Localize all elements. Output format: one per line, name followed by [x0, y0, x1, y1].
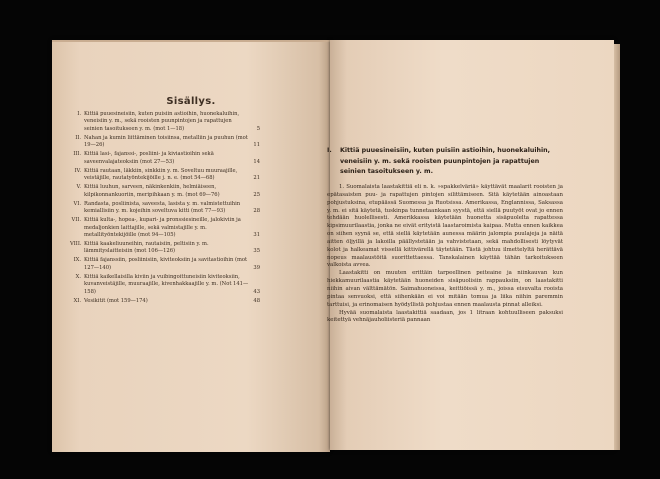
- toc-entry-number: III.: [73, 151, 81, 158]
- toc-entry: [70, 184, 260, 199]
- toc-entry-number: IV.: [74, 167, 81, 174]
- chapter-paragraph: Hyvää suomalaista laastakittiä saadaan, jos 1 litraan kohtuulliseen paksuksi keitettyä vehnäjauholiisteriä pannaan: [327, 309, 563, 324]
- toc-entry-text: Kittiä lasi-, fajanssi-, posliini- ja kiviastioihin sekä saveenvalajateoksiin (mot 27—53): [84, 151, 214, 165]
- toc-title: Sisällys.: [166, 96, 216, 107]
- toc-entry-number: X.: [75, 273, 81, 280]
- chapter-body: [327, 184, 563, 325]
- table-of-contents: [70, 111, 260, 307]
- toc-entry-page: 39: [253, 264, 260, 271]
- toc-entry-text: Kittiä kulta-, hopea-, kupari- ja pronssiesineille, jalokiviin ja medaljonkien laittajille, sekä valmistajille y. m. metallityöntekijöille (mot 94—105): [84, 217, 241, 238]
- toc-entry-page: 28: [253, 208, 260, 215]
- toc-entry-text: Vesikitit (mot 159—174): [84, 297, 148, 304]
- toc-entry: [70, 201, 260, 216]
- toc-entry-number: XI.: [73, 297, 81, 304]
- toc-entry: [70, 168, 260, 183]
- toc-entry-text: Kittiä rautaan, läkkiin, sinkkiin y. m. Soveltuu muuraajille, veistäjille, rautatyöntekijöille j. n. e. (mot 54—68): [84, 167, 238, 182]
- toc-entry-page: 35: [253, 248, 260, 255]
- toc-entry: [70, 257, 260, 272]
- toc-entry-page: 21: [253, 175, 260, 182]
- toc-entry: [70, 298, 260, 305]
- toc-entry-text: Kittiä kaikellaisilla kiviin ja vuibingoittuneisiin kiviteoksiin, kuvanveistäjille, muuraajille, kivenhakkaajille y. m. (Not 141—158): [84, 273, 249, 295]
- toc-entry-number: VI.: [73, 200, 81, 207]
- toc-entry: [70, 111, 260, 133]
- toc-entry-page: 5: [256, 125, 260, 132]
- toc-entry-text: Kittiä puuesineisiin, kuten puisiin astioihin, huonekaluihin, veneisiin y. m., sekä rooisten puunpintojen ja rapattujen seinien tasoitukseen y. m. (mot 1—18): [84, 111, 240, 132]
- toc-entry: [70, 241, 260, 256]
- toc-entry-number: VIII.: [70, 240, 82, 247]
- toc-entry-text: Nahan ja kumin liittäminen toisiinsa, metalliin ja puuhun (mot 19—26): [84, 134, 248, 149]
- toc-entry-number: II.: [75, 134, 81, 141]
- toc-entry: [70, 135, 260, 150]
- toc-entry-page: 25: [253, 191, 260, 198]
- toc-entry-page: 43: [253, 288, 260, 295]
- toc-entry-page: 48: [253, 297, 260, 304]
- toc-entry-text: Kittiä luuhun, sarveen, näkinkenkiin, helmiäiseen, kilpikonnankuoriin, meripihkaan y. m. (mot 69—76): [84, 184, 220, 198]
- toc-entry: [70, 217, 260, 239]
- toc-entry-page: 11: [253, 142, 260, 149]
- toc-entry-text: Kittiä fajanssiin, posliinisiin, kiviteoksiin ja savitastioihin (mot 127—140): [84, 257, 248, 271]
- chapter-paragraph: Laastakitti on muuten erittäin tarpeellinen peiteaine ja niinkauvan kun hiekkamuurilaastia käytetään huoneiden sisäpuolisiin rappauksiin, on laastakitti niihin aivan välttämätön. Saimahuoneissa, keittiöissä y. m., joissa eisuvalta rooista pintaa senvuoksi, että siihenkään ei voi mitään tomua ja liika niihin paremmin tarttuisi, ja erinomaisen hyödyllistä pohjustaa ennen maalausta pinnat alleiksi.: [327, 270, 563, 308]
- toc-entry-text: Kittiä kaakeliuuneihin, rautaisiin, peltisiin y. m. lämmityslaitteisiin (mot 106—126): [84, 240, 209, 255]
- toc-entry: [70, 151, 260, 166]
- toc-entry-number: IX.: [73, 257, 81, 264]
- toc-entry-number: V.: [76, 184, 81, 191]
- chapter-number: I.: [327, 147, 332, 154]
- chapter-heading: [327, 146, 560, 178]
- toc-entry-number: VII.: [71, 217, 81, 224]
- toc-entry-page: 14: [253, 158, 260, 165]
- toc-entry-number: I.: [77, 111, 81, 117]
- toc-entry-text: Randasta, posliinista, saveesta, lasista y. m. valmistettuihin kemiallisiin y. m. kojeihin soveltuva kitti (mot 77—93): [84, 200, 241, 215]
- chapter-title: Kittiä puuesineisiin, kuten puisiin astioihin, huonekaluihin, veneisiin y. m. sekä rooisten puunpintojen ja rapattujen seinien tasoitukseen y. m.: [340, 147, 551, 176]
- chapter-paragraph: 1. Suomalaista laastakittiä eli n. k. »spakkelväriä» käyttävät maalarit rooisten ja epätasaisten puu- ja rapattujen pintojen silittämiseen. Sitä käytetään ainoastaan pohjustuksina, etupäässä Suomessa ja Ruotsissa. Amerikassa, Englannissa, Saksassa y. m. ei sitä käytetä, tuskinpa tunnetaankaan syystä, että siellä puutyöt ovat jo ennen tehdään huolellisesti. Amerikkassa käytetään huonetta sisäpuolelta rapattessa kipsimuurilaastia, jonka ne eivät erityistä laastaroimista kaipaa. Mutta ennen kaikkea on siihen syynä se, että siellä käytetään aunessa määrin jalompia puulajeja ja näitä aitten öljyillä ja lakoilla päällystetään ja vahvistetaan, sekä mahdollisesti löytyvät kolot ja halkeamat vissellä kittivärellä täytetään. Tästä johtuu ilmettelyltä herättävä nopeus maalaustöitä suorittettaessa. Tanskalainen käyttää tähän tarkoitukseen valkoista avvea.: [327, 184, 563, 269]
- toc-entry: [70, 274, 260, 296]
- toc-entry-page: 31: [253, 231, 260, 238]
